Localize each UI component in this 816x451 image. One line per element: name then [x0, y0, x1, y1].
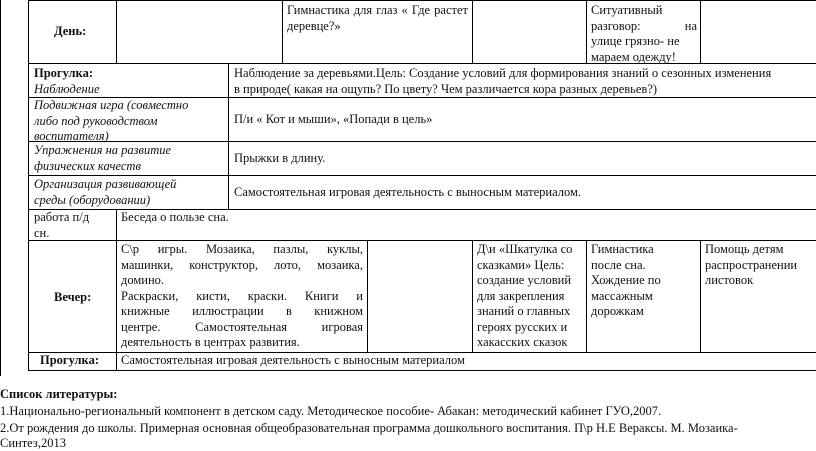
gym-line: массажным — [591, 288, 653, 303]
outdoor-game-label-line: Подвижная игра (совместно — [34, 98, 189, 112]
didactic-line: сказками» Цель: — [477, 257, 565, 272]
didactic-line: знаний о главных — [477, 304, 571, 318]
situational-line: Ситуативный — [591, 3, 663, 17]
help-line: распространении — [705, 257, 798, 272]
col-divider — [700, 0, 701, 64]
situational-word: на — [684, 18, 697, 33]
eye-gymnastics-text: Гимнастика для глаз « Где растет деревце?» — [287, 3, 468, 33]
table-border-top — [28, 0, 816, 1]
col-divider — [367, 240, 368, 353]
gym-line: дорожкам — [591, 304, 644, 318]
exercises-label-line: Упражнения на развитие — [34, 143, 172, 157]
situational-line — [591, 19, 697, 35]
outdoor-game-label-line: воспитателя) — [34, 129, 109, 143]
help-line: Помощь детям — [705, 242, 784, 256]
work-label-line: работа п/д — [34, 210, 90, 224]
walk-label: Прогулка: — [34, 66, 93, 80]
help-leaflets-text — [705, 242, 811, 289]
day-label: День: — [54, 24, 87, 38]
row-divider — [28, 240, 816, 241]
col-divider — [116, 0, 117, 64]
walk-text-line: в природе( какая на ощупь? По цвету? Чем различается кора разных деревьев?) — [234, 81, 658, 96]
bibliography-title: Список литературы: — [0, 387, 118, 401]
col-divider — [700, 240, 701, 353]
organization-label-line: Организация развивающей — [34, 177, 177, 191]
col-divider — [282, 0, 283, 64]
row-divider — [28, 175, 816, 176]
games-line: центре. Самостоятельная игровая — [121, 319, 363, 334]
outdoor-game-text: П/и « Кот и мыши», «Попади в цель» — [234, 112, 433, 126]
didactic-line: героях русских и — [477, 319, 568, 334]
help-line: листовок — [705, 273, 754, 287]
col-divider — [472, 240, 473, 353]
table-border-bottom — [28, 370, 816, 371]
situational-word: разговор: — [591, 18, 641, 33]
games-line: Раскраски, кисти, краски. Книги и — [121, 288, 363, 303]
work-label-line: сн. — [34, 225, 50, 240]
organization-label-line: среды (оборудовании) — [34, 192, 151, 207]
outdoor-game-label-line: либо под руководством — [34, 113, 158, 128]
col-divider — [472, 0, 473, 64]
bibliography-item-continued: Синтез,2013 — [0, 436, 66, 450]
games-line: машинки, конструктор, лото, мозаика, — [121, 257, 363, 272]
didactic-line: Д\и «Шкатулка со — [477, 242, 573, 256]
walk-sublabel: Наблюдение — [34, 81, 100, 96]
exercises-text: Прыжки в длину. — [234, 151, 326, 165]
organization-text: Самостоятельная игровая деятельность с выносным материалом. — [234, 185, 582, 199]
outdoor-game-label — [34, 98, 188, 145]
games-line: С\р игры. Мозаика, пазлы, куклы, — [121, 242, 363, 256]
work-text: Беседа о пользе сна. — [121, 210, 229, 224]
col-divider — [228, 63, 229, 210]
bibliography-item: 1.Национально-региональный компонент в детском саду. Методическое пособие- Абакан: методический кабинет ГУО,2007. — [0, 404, 662, 418]
table-border-left — [28, 0, 29, 371]
situational-line: улице грязно- не — [591, 34, 680, 48]
col-divider — [116, 209, 117, 371]
situational-line: мараем одежду! — [591, 49, 676, 64]
left-frame-line — [0, 0, 1, 376]
situational-talk-text — [591, 3, 697, 65]
evening-games-text — [121, 242, 363, 351]
didactic-line: создание условий — [477, 273, 572, 287]
games-line: деятельность в центрах развития. — [121, 335, 300, 349]
gym-line: после сна. — [591, 257, 646, 272]
col-divider — [586, 0, 587, 64]
gym-line: Хождение по — [591, 273, 661, 287]
exercises-label — [34, 143, 171, 174]
work-label — [34, 210, 89, 241]
walk-text-line: Наблюдение за деревьями.Цель: Создание условий для формирования знаний о сезонных изменения — [234, 66, 772, 80]
games-line: домино. — [121, 273, 165, 287]
evening-label: Вечер: — [54, 290, 92, 304]
walk2-text: Самостоятельная игровая деятельность с выносным материалом — [121, 353, 465, 367]
games-line: книжные иллюстрации в книжном — [121, 304, 363, 318]
bibliography-item: 2.От рождения до школы. Примерная основная общеобразовательная программа дошкольного воспитания. П\р Н.Е Вераксы. М. Мозаика- — [0, 421, 738, 435]
exercises-label-line: физических качеств — [34, 158, 141, 173]
col-divider — [586, 240, 587, 353]
didactic-game-text — [477, 242, 582, 351]
walk-observation-text — [234, 66, 771, 97]
walk2-label: Прогулка: — [40, 353, 99, 367]
didactic-line: хакасских сказок — [477, 335, 568, 349]
organization-label — [34, 177, 176, 208]
didactic-line: для закрепления — [477, 288, 565, 303]
gym-line: Гимнастика — [591, 242, 654, 256]
walk-label-cell — [34, 66, 100, 97]
after-sleep-gymnastics-text — [591, 242, 696, 320]
row-divider — [28, 63, 816, 64]
